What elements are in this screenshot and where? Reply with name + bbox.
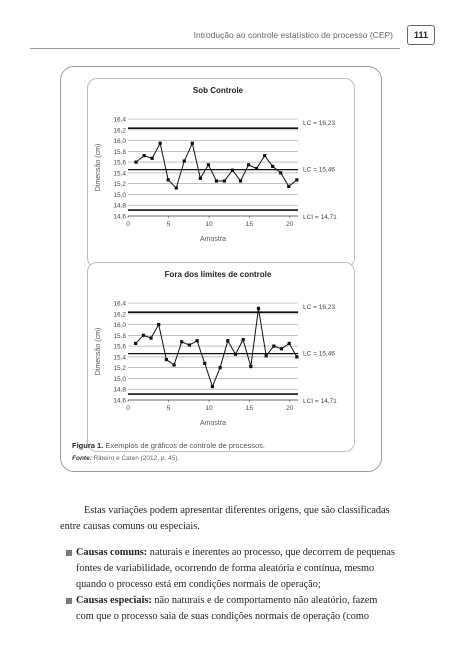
- y-tick-label: 16,2: [113, 311, 126, 319]
- chart-title: Sob Controle: [192, 86, 244, 95]
- data-point: [272, 345, 275, 348]
- data-point: [295, 178, 298, 181]
- x-tick-label: 15: [245, 405, 254, 412]
- y-axis-label: Dimensão (cm): [95, 143, 102, 192]
- bullet-text: naturais e inerentes ao processo, que decorrem de pequenas fontes de variabilidade, ocorrendo de forma aleatória e contínua, mesmo quando o processo está em condições normais de operação;: [76, 547, 395, 590]
- data-point: [203, 362, 206, 365]
- cl-label: LC = 15,46: [303, 166, 335, 174]
- data-point: [134, 161, 137, 164]
- chart-panel-fora-limites: [87, 262, 355, 452]
- y-tick-label: 15,8: [113, 148, 126, 156]
- bullet-square-icon: [66, 598, 72, 604]
- y-tick-label: 15,0: [113, 191, 126, 199]
- x-tick-label: 5: [166, 405, 171, 412]
- data-point: [180, 340, 183, 343]
- data-point: [142, 334, 145, 337]
- bullet-term: Causas especiais:: [76, 595, 152, 606]
- figure-source: [72, 455, 179, 462]
- y-tick-label: 15,2: [113, 365, 126, 373]
- data-point: [151, 157, 154, 160]
- data-point: [226, 339, 229, 342]
- data-point: [165, 358, 168, 361]
- data-point: [265, 354, 268, 357]
- y-tick-label: 14,8: [113, 202, 126, 210]
- chart-title: Fora dos limites de controle: [164, 270, 272, 279]
- caption-text: Exemplos de gráficos de controle de processos.: [103, 441, 266, 450]
- data-point: [191, 142, 194, 145]
- y-tick-label: 16,0: [113, 138, 126, 146]
- y-tick-label: 15,6: [113, 159, 126, 167]
- data-point: [207, 163, 210, 166]
- data-point: [295, 355, 298, 358]
- bullet-causas-comuns: [76, 545, 396, 592]
- data-point: [172, 363, 175, 366]
- y-tick-label: 16,4: [113, 116, 126, 124]
- lcl-label: LCI = 14,71: [303, 398, 337, 405]
- data-point: [271, 165, 274, 168]
- y-axis-label: Dimensão (cm): [95, 327, 102, 376]
- data-point: [211, 385, 214, 388]
- data-point: [175, 186, 178, 189]
- data-point: [239, 179, 242, 182]
- data-point: [218, 366, 221, 369]
- x-tick-label: 20: [286, 221, 294, 228]
- bullet-square-icon: [66, 550, 72, 556]
- y-tick-label: 15,6: [113, 343, 126, 351]
- chart-panel-sob-controle: [87, 78, 355, 268]
- y-tick-label: 15,0: [113, 375, 126, 383]
- x-tick-label: 0: [126, 405, 130, 412]
- caption-label: Figura 1.: [72, 441, 104, 450]
- data-point: [242, 338, 245, 341]
- x-tick-label: 15: [245, 221, 254, 228]
- x-tick-label: 0: [126, 221, 130, 228]
- source-text: Ribeiro e Caten (2012, p. 45).: [91, 455, 180, 462]
- data-point: [223, 179, 226, 182]
- control-chart-sob-controle: [88, 79, 356, 269]
- body-paragraph: Estas variações podem apresentar diferentes origens, que são classificadas entre causas comuns ou especiais.: [60, 505, 390, 532]
- page-number: 111: [407, 25, 435, 45]
- data-point: [288, 342, 291, 345]
- cl-label: LC = 15,46: [303, 350, 335, 358]
- data-point: [249, 365, 252, 368]
- y-tick-label: 16,4: [113, 300, 126, 308]
- data-point: [167, 178, 170, 181]
- data-point: [255, 167, 258, 170]
- running-title: Introdução ao controle estatístico de processo (CEP): [193, 30, 393, 40]
- data-point: [215, 179, 218, 182]
- lcl-label: LCI = 14,71: [303, 214, 337, 221]
- data-point: [159, 142, 162, 145]
- y-tick-label: 15,2: [113, 181, 126, 189]
- y-tick-label: 15,4: [113, 170, 126, 178]
- page-header: [0, 0, 455, 52]
- data-point: [247, 163, 250, 166]
- source-label: Fonte:: [72, 455, 92, 462]
- data-point: [183, 159, 186, 162]
- y-tick-label: 15,8: [113, 332, 126, 340]
- data-point: [257, 307, 260, 310]
- x-axis-label: Amostra: [199, 236, 227, 243]
- x-axis-label: Amostra: [199, 420, 227, 427]
- data-point: [195, 339, 198, 342]
- y-tick-label: 14,6: [113, 397, 126, 405]
- data-point: [188, 343, 191, 346]
- data-point: [287, 185, 290, 188]
- ucl-label: LC = 16,23: [303, 304, 335, 311]
- y-tick-label: 15,4: [113, 354, 126, 362]
- bullet-text: não naturais e de comportamento não aleatório, fazem com que o processo saia de suas condições normais de operação (como: [76, 595, 378, 622]
- data-point: [231, 169, 234, 172]
- y-tick-label: 14,6: [113, 213, 126, 221]
- y-tick-label: 16,2: [113, 127, 126, 135]
- x-tick-label: 5: [166, 221, 171, 228]
- y-tick-label: 16,0: [113, 322, 126, 330]
- data-point: [234, 353, 237, 356]
- bullet-term: Causas comuns:: [76, 547, 148, 558]
- x-tick-label: 20: [286, 405, 294, 412]
- x-tick-label: 10: [205, 405, 213, 412]
- data-point: [142, 154, 145, 157]
- data-point: [279, 171, 282, 174]
- data-point: [157, 323, 160, 326]
- ucl-label: LC = 16,23: [303, 120, 335, 127]
- figure-caption: [72, 441, 265, 450]
- bullet-causas-especiais: [76, 593, 396, 625]
- data-point: [199, 177, 202, 180]
- y-tick-label: 14,8: [113, 386, 126, 394]
- control-chart-fora-limites: [88, 263, 356, 453]
- data-point: [263, 154, 266, 157]
- data-point: [149, 336, 152, 339]
- data-point: [280, 347, 283, 350]
- header-rule: [30, 48, 400, 49]
- x-tick-label: 10: [205, 221, 213, 228]
- data-point: [134, 342, 137, 345]
